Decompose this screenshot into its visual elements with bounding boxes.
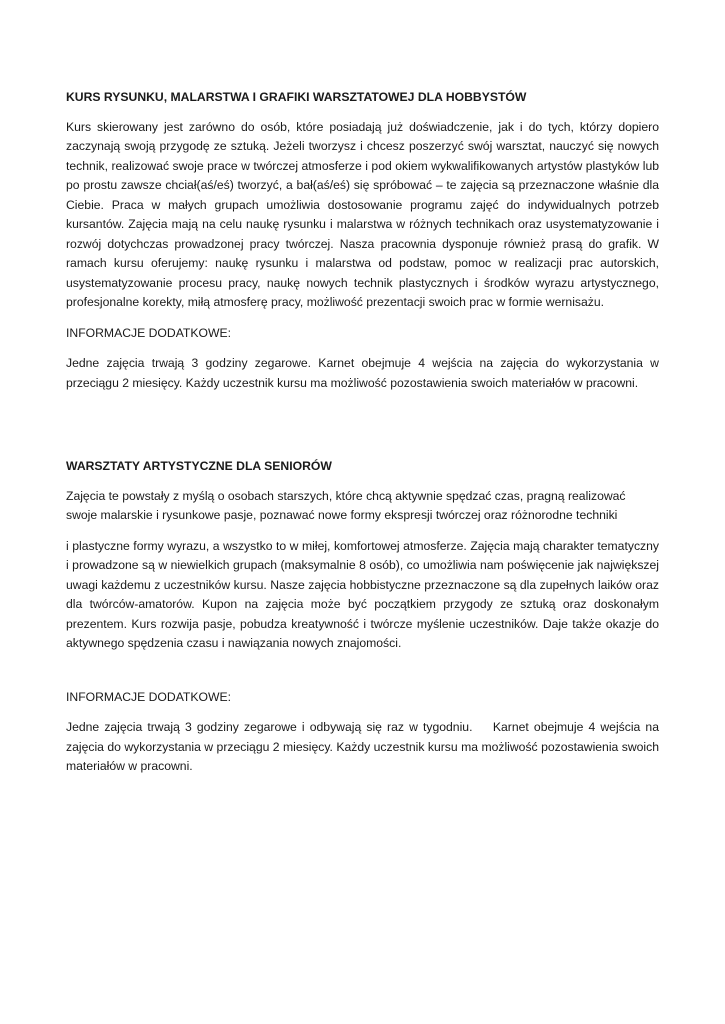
section-heading-seniors: WARSZTATY ARTYSTYCZNE DLA SENIORÓW [66, 459, 332, 473]
section-spacer [66, 404, 659, 457]
info-text-seniors: Jedne zajęcia trwają 3 godziny zegarowe i odbywają się raz w tygodniu. Karnet obejmuje 4 wejścia na zajęcia do wykorzystania w przeciągu 2 miesięcy. Każdy uczestnik kursu ma możliwość pozostawienia swoich materiałów w pracowni. [66, 720, 663, 773]
section-senior-workshops [66, 457, 663, 777]
info-label-seniors: INFORMACJE DODATKOWE: [66, 689, 231, 704]
info-text-hobby: Jedne zajęcia trwają 3 godziny zegarowe. Karnet obejmuje 4 wejścia na zajęcia do wykorzystania w przeciągu 2 miesięcy. Każdy uczestnik kursu ma możliwość pozostawienia swoich materiałów w pracowni. [66, 356, 659, 390]
info-spacer [66, 665, 659, 688]
document-page [66, 88, 663, 788]
section-body-seniors-part1: Zajęcia te powstały z myślą o osobach starszych, które chcą aktywnie spędzać czas, pragną realizować swoje malarskie i rysunkowe pasje, poznawać nowe formy ekspresji twórczej oraz różnorodne techniki [66, 488, 626, 522]
section-heading-hobby: KURS RYSUNKU, MALARSTWA I GRAFIKI WARSZTATOWEJ DLA HOBBYSTÓW [66, 90, 527, 104]
info-label-hobby: INFORMACJE DODATKOWE: [66, 325, 231, 340]
section-body-hobby: Kurs skierowany jest zarówno do osób, które posiadają już doświadczenie, jak i do tych, którzy dopiero zaczynają swoją przygodę ze sztuką. Jeżeli tworzysz i chcesz poszerzyć swój warsztat, nauczyć się nowych technik, realizować swoje prace w twórczej atmosferze i pod okiem wykwalifikowanych artystów plastyków lub po prostu zawsze chciał(aś/eś) tworzyć, a bał(aś/eś) się spróbować – te zajęcia są przeznaczone właśnie dla Ciebie. Praca w małych grupach umożliwia dostosowanie programu zajęć do indywidualnych potrzeb kursantów. Zajęcia mają na celu naukę rysunku i malarstwa w różnych technikach oraz usystematyzowanie i rozwój dotychczas prowadzonej pracy twórczej. Nasza pracownia dysponuje również prasą do grafik. W ramach kursu oferujemy: naukę rysunku i malarstwa od podstaw, pomoc w realizacji prac autorskich, usystematyzowanie procesu pracy, naukę nowych technik plastycznych i środków wyrazu artystycznego, profesjonalne korekty, miłą atmosferę pracy, możliwość prezentacji swoich prac w formie wernisażu. [66, 119, 659, 309]
section-body-seniors-part2: i plastyczne formy wyrazu, a wszystko to w miłej, komfortowej atmosferze. Zajęcia mają charakter tematyczny i prowadzone są w niewielkich grupach (maksymalnie 8 osób), co umożliwia nam poświęcenie jak największej uwagi każdemu z uczestników kursu. Nasze zajęcia hobbistyczne przeznaczone są dla zupełnych laików oraz dla twórców-amatorów. Kupon na zajęcia może być początkiem przygody ze sztuką oraz doskonałym prezentem. Kurs rozwija pasje, pobudza kreatywność i twórcze myślenie uczestników. Daje także okazje do aktywnego spędzenia czasu i nawiązania nowych znajomości. [66, 538, 659, 650]
section-hobby-course [66, 88, 659, 393]
